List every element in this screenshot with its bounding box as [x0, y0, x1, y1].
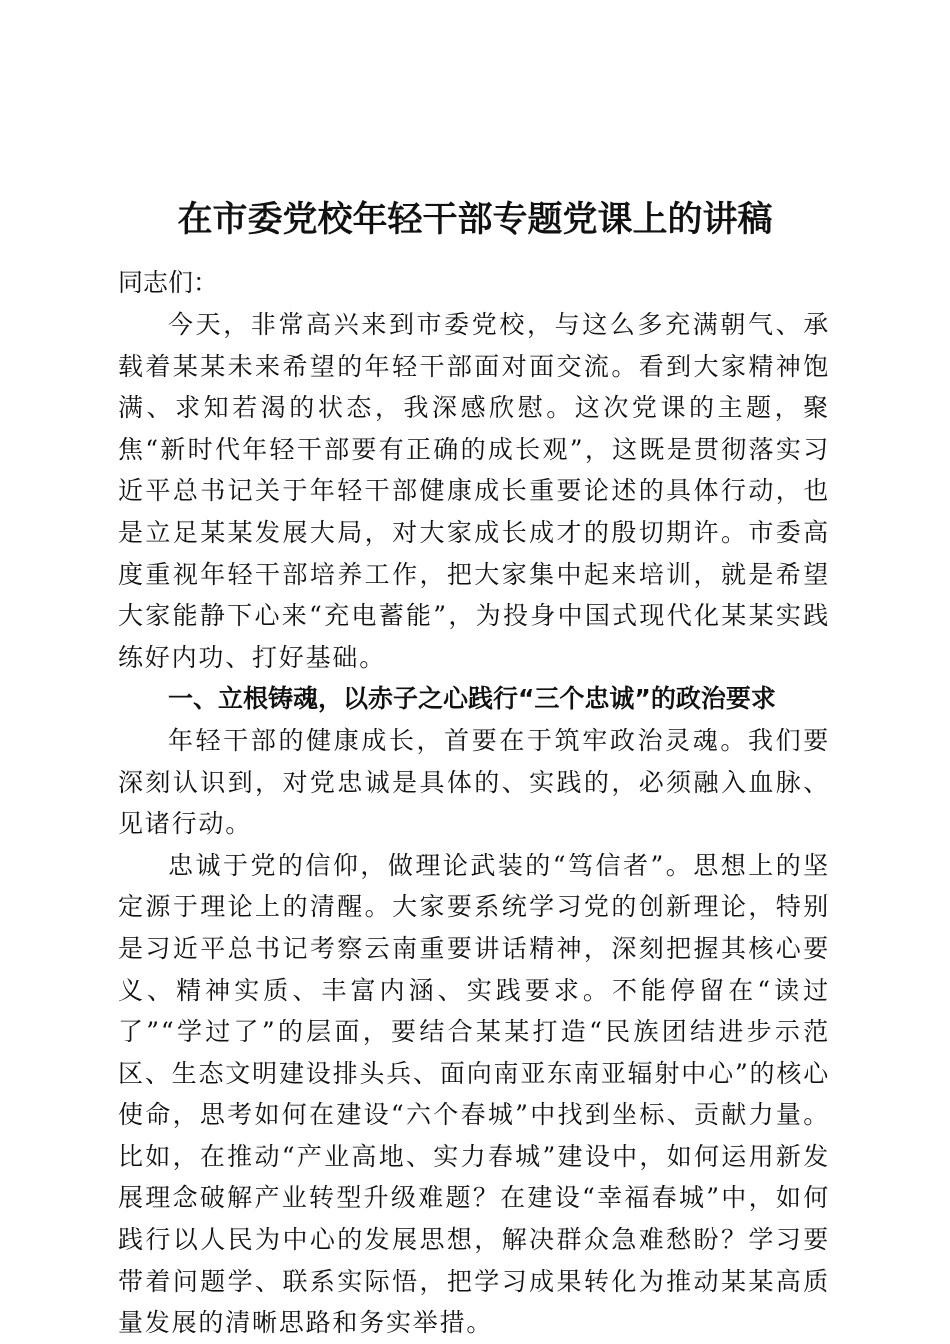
section-paragraph-2: 忠诚于党的信仰，做理论武装的“笃信者”。思想上的坚定源于理论上的清醒。大家要系统学习党的创新理论，特别是习近平总书记考察云南重要讲话精神，深刻把握其核心要义、精神实质、丰富内涵、实践要求。不能停留在“读过了”“学过了”的层面，要结合某某打造“民族团结进步示范区、生态文明建设排头兵、面向南亚东南亚辐射中心”的核心使命，思考如何在建设“六个春城”中找到坐标、贡献力量。比如，在推动“产业高地、实力春城”建设中，如何运用新发展理念破解产业转型升级难题？在建设“幸福春城”中，如何践行以人民为中心的发展思想，解决群众急难愁盼？学习要带着问题学、联系实际悟，把学习成果转化为推动某某高质量发展的清晰思路和务实举措。 [118, 850, 830, 1338]
document-body [118, 262, 830, 1344]
document-title: 在市委党校年轻干部专题党课上的讲稿 [177, 199, 773, 240]
intro-paragraph: 今天，非常高兴来到市委党校，与这么多充满朝气、承载着某某未来希望的年轻干部面对面交流。看到大家精神饱满、求知若渴的状态，我深感欣慰。这次党课的主题，聚焦“新时代年轻干部要有正确的成长观”，这既是贯彻落实习近平总书记关于年轻干部健康成长重要论述的具体行动，也是立足某某发展大局，对大家成长成才的殷切期许。市委高度重视年轻干部培养工作，把大家集中起来培训，就是希望大家能静下心来“充电蓄能”，为投身中国式现代化某某实践练好内功、打好基础。 [118, 310, 830, 672]
salutation: 同志们： [118, 268, 219, 297]
section-paragraph-1: 年轻干部的健康成长，首要在于筑牢政治灵魂。我们要深刻认识到，对党忠诚是具体的、实践的，必须融入血脉、见诸行动。 [118, 725, 830, 839]
section-heading: 一、立根铸魂，以赤子之心践行“三个忠诚”的政治要求 [168, 684, 776, 714]
